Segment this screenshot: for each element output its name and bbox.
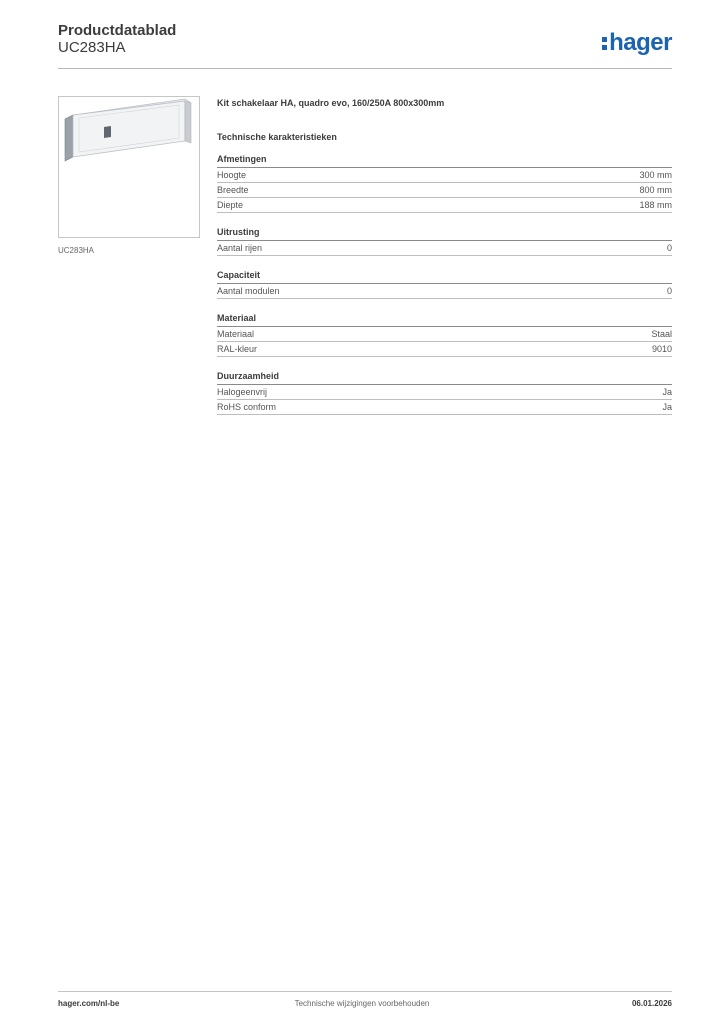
footer-date: 06.01.2026 bbox=[631, 999, 672, 1008]
spec-sections bbox=[217, 154, 672, 415]
hager-logo bbox=[602, 28, 672, 58]
spec-section bbox=[217, 270, 672, 299]
spec-value: Ja bbox=[662, 402, 672, 412]
footer-divider bbox=[58, 991, 672, 992]
spec-label: Hoogte bbox=[217, 170, 247, 180]
spec-section-title: Capaciteit bbox=[217, 270, 672, 284]
spec-value: 0 bbox=[666, 286, 672, 296]
spec-label: Halogeenvrij bbox=[217, 387, 268, 397]
spec-label: Diepte bbox=[217, 200, 244, 210]
spec-label: Materiaal bbox=[217, 329, 255, 339]
enclosure-illustration-icon bbox=[59, 97, 199, 237]
spec-label: RAL-kleur bbox=[217, 344, 258, 354]
spec-section-title: Materiaal bbox=[217, 313, 672, 327]
header-divider bbox=[58, 68, 672, 69]
footer-website-link[interactable]: hager.com/nl-be bbox=[58, 999, 120, 1008]
logo-dots-icon bbox=[602, 37, 607, 50]
spec-value: 188 mm bbox=[639, 200, 672, 210]
spec-row bbox=[217, 342, 672, 357]
spec-row bbox=[217, 284, 672, 299]
spec-section-title: Afmetingen bbox=[217, 154, 672, 168]
spec-label: Aantal modulen bbox=[217, 286, 280, 296]
spec-value: 0 bbox=[666, 243, 672, 253]
spec-label: Aantal rijen bbox=[217, 243, 263, 253]
spec-section-title: Duurzaamheid bbox=[217, 371, 672, 385]
spec-value: Ja bbox=[662, 387, 672, 397]
spec-row bbox=[217, 241, 672, 256]
footer-disclaimer: Technische wijzigingen voorbehouden bbox=[294, 999, 430, 1008]
spec-value: 800 mm bbox=[639, 185, 672, 195]
spec-content bbox=[217, 98, 672, 429]
spec-value: 9010 bbox=[651, 344, 672, 354]
spec-row bbox=[217, 400, 672, 415]
spec-section bbox=[217, 313, 672, 357]
spec-row bbox=[217, 198, 672, 213]
spec-row bbox=[217, 183, 672, 198]
spec-section bbox=[217, 371, 672, 415]
product-image-caption: UC283HA bbox=[58, 246, 95, 255]
spec-value: 300 mm bbox=[639, 170, 672, 180]
spec-label: Breedte bbox=[217, 185, 249, 195]
page-title: Productdatablad bbox=[58, 22, 177, 39]
spec-value: Staal bbox=[651, 329, 672, 339]
spec-row bbox=[217, 168, 672, 183]
product-code: UC283HA bbox=[58, 39, 126, 56]
spec-section bbox=[217, 227, 672, 256]
spec-row bbox=[217, 327, 672, 342]
spec-row bbox=[217, 385, 672, 400]
logo-text: hager bbox=[609, 29, 672, 56]
spec-section-title: Uitrusting bbox=[217, 227, 672, 241]
product-image bbox=[58, 96, 200, 238]
spec-section bbox=[217, 154, 672, 213]
spec-label: RoHS conform bbox=[217, 402, 277, 412]
product-name: Kit schakelaar HA, quadro evo, 160/250A 800x300mm bbox=[217, 98, 445, 108]
tech-heading: Technische karakteristieken bbox=[217, 132, 337, 142]
